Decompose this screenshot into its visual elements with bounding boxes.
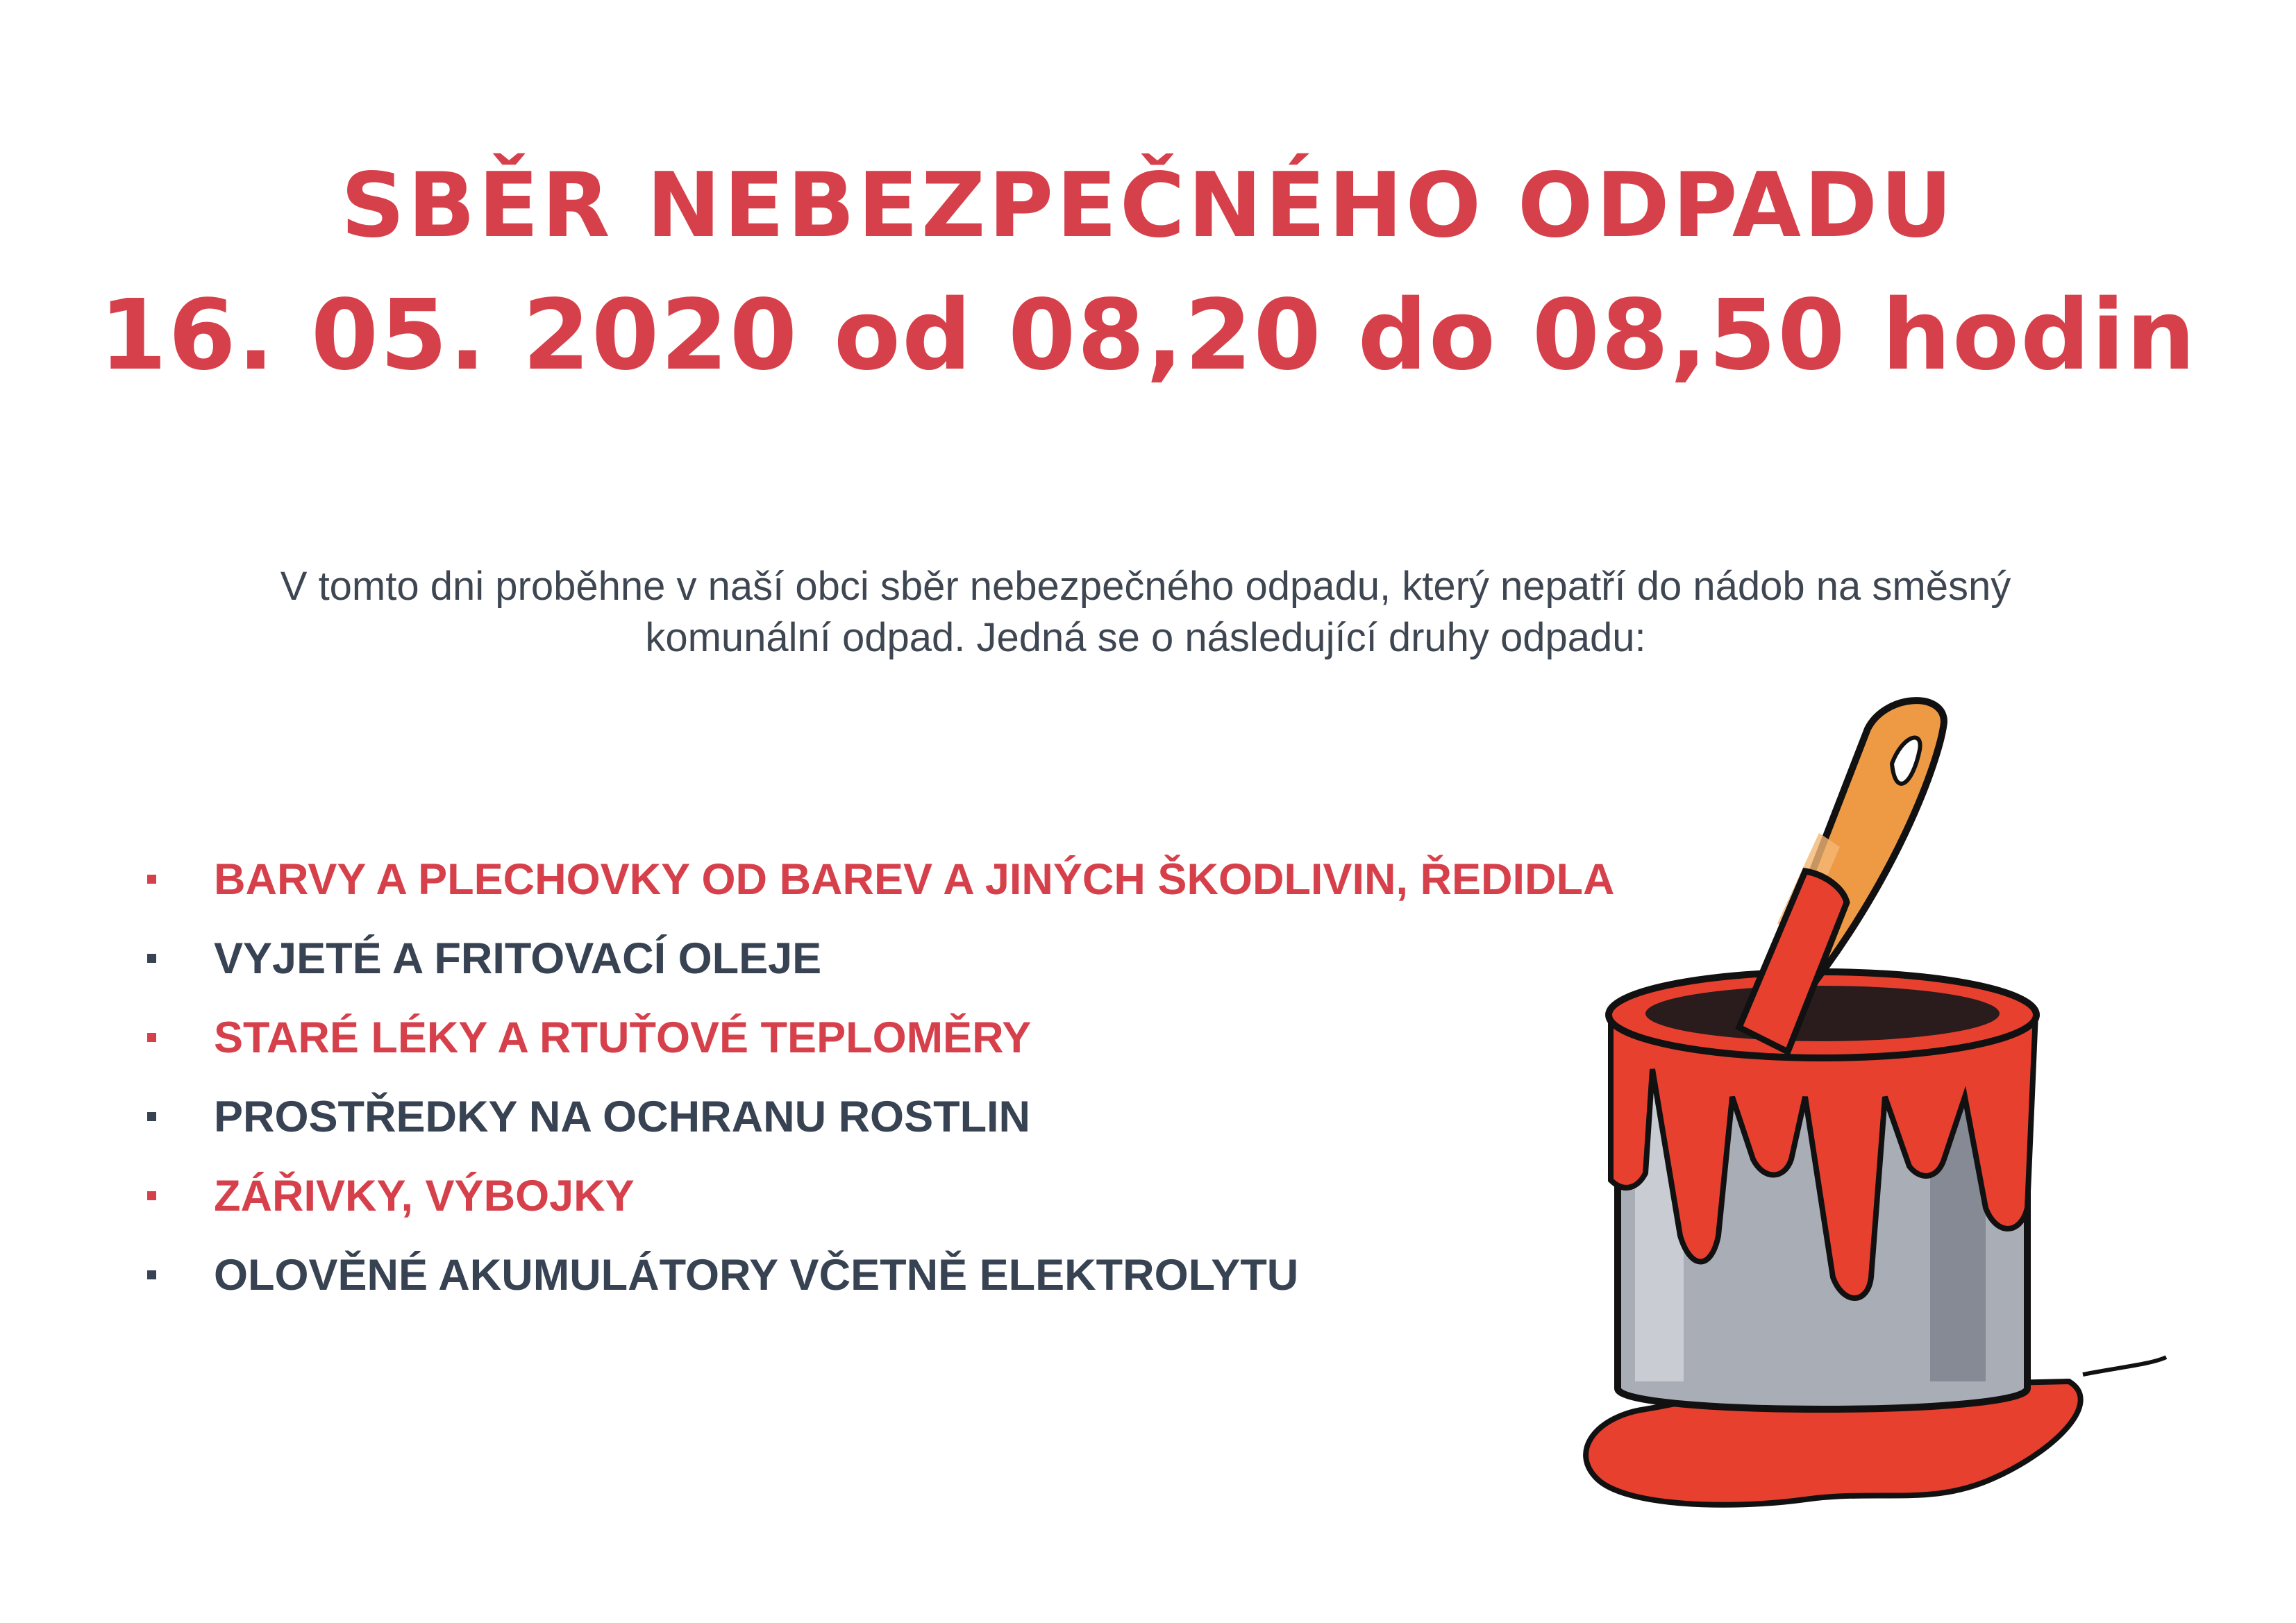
list-item [139, 854, 1614, 933]
list-item-label: BARVY A PLECHOVKY OD BAREV A JINÝCH ŠKODLIVIN, ŘEDIDLA [214, 855, 1615, 904]
list-item-label: ZÁŘIVKY, VÝBOJKY [214, 1172, 635, 1220]
bullet-icon [147, 1033, 156, 1042]
intro-line-2: komunální odpad. Jedná se o následující druhy odpadu: [645, 615, 1646, 660]
event-date-time: 16. 05. 2020 od 08,20 do 08,50 hodin [99, 279, 2197, 392]
page-title: SBĚR NEBEZPEČNÉHO ODPADU [340, 154, 1956, 258]
list-item-label: VYJETÉ A FRITOVACÍ OLEJE [214, 934, 822, 983]
paint-can-with-brush-icon [1569, 680, 2173, 1527]
list-item [139, 1091, 1614, 1170]
list-item [139, 1012, 1614, 1091]
list-item-label: STARÉ LÉKY A RTUŤOVÉ TEPLOMĚRY [214, 1014, 1032, 1062]
intro-line-1: V tomto dni proběhne v naší obci sběr nebezpečného odpadu, který nepatří do nádob na směsný [280, 564, 2011, 609]
bullet-icon [147, 954, 156, 963]
list-item-label: OLOVĚNÉ AKUMULÁTORY VČETNĚ ELEKTROLYTU [214, 1251, 1299, 1300]
waste-type-list [139, 854, 1614, 1329]
list-item-label: PROSTŘEDKY NA OCHRANU ROSTLIN [214, 1093, 1031, 1141]
bullet-icon [147, 875, 156, 884]
intro-text [208, 561, 2083, 664]
list-item [139, 1250, 1614, 1329]
bullet-icon [147, 1191, 156, 1200]
bullet-icon [147, 1112, 156, 1121]
bullet-icon [147, 1270, 156, 1279]
list-item [139, 933, 1614, 1012]
list-item [139, 1170, 1614, 1250]
